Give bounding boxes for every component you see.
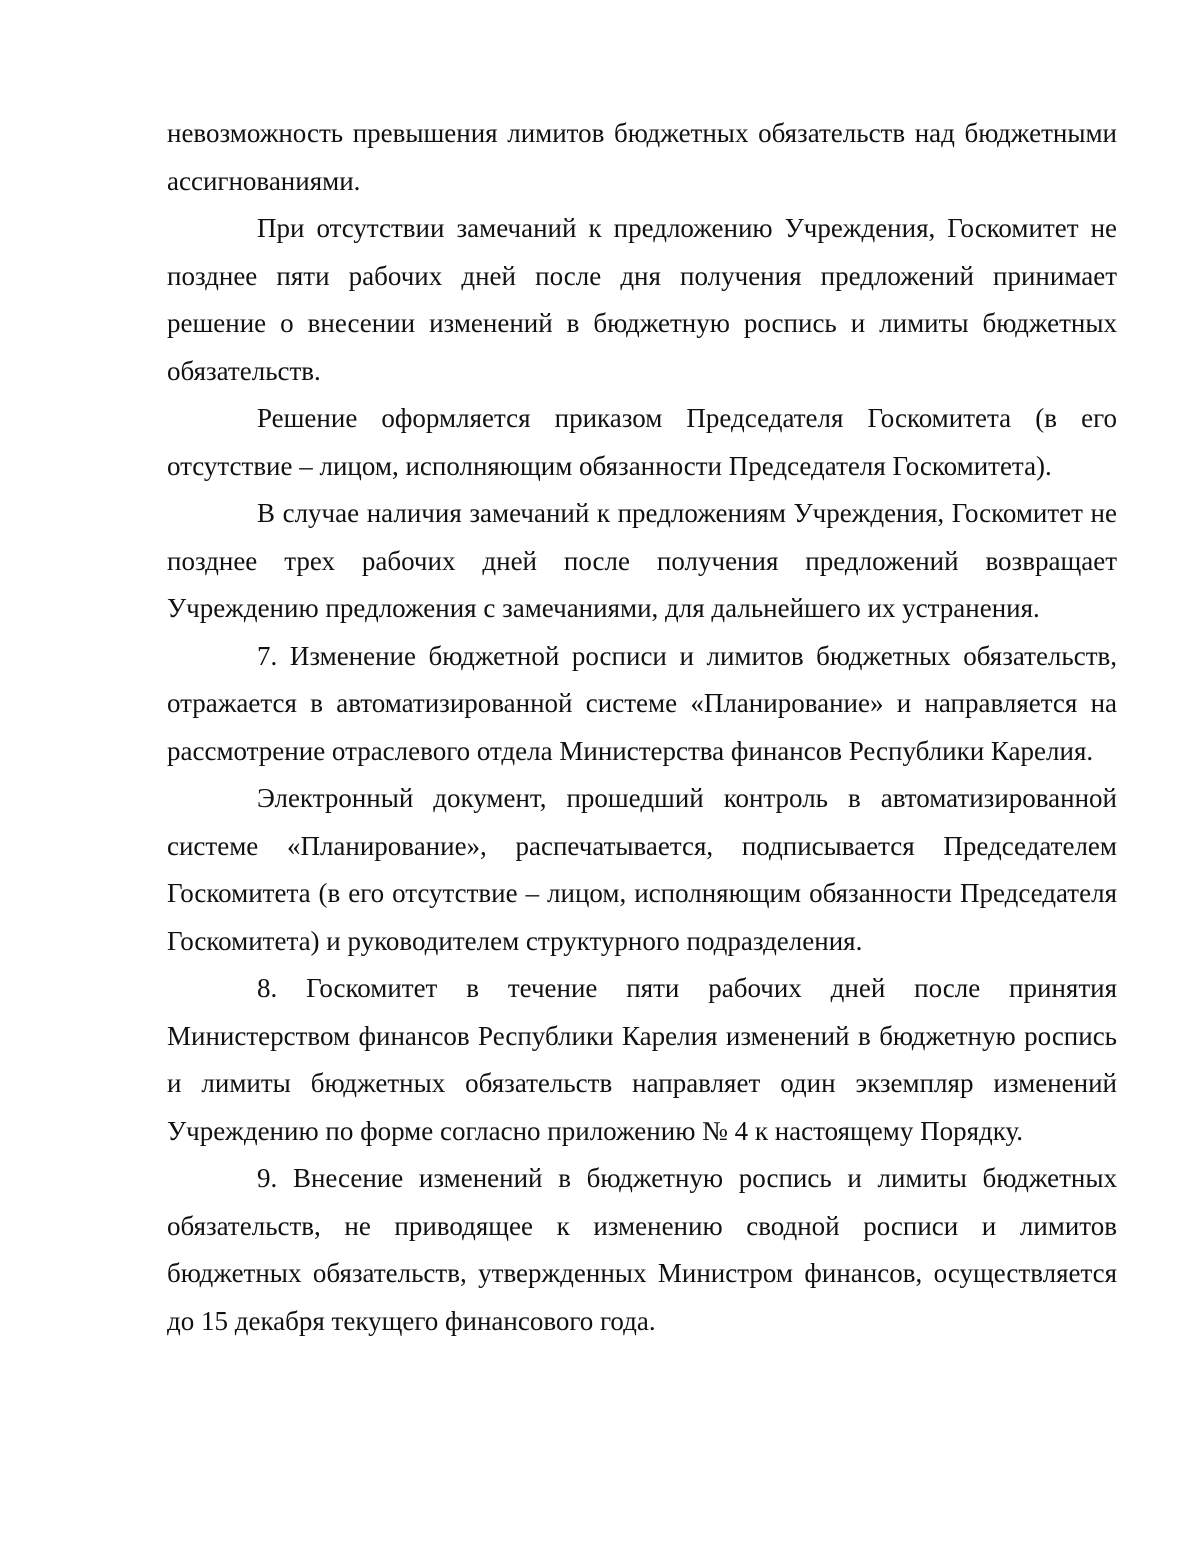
paragraph-item-8: 8. Госкомитет в течение пяти рабочих дней после принятия Министерством финансов Республики Карелия изменений в бюджетную роспись и лимиты бюджетных обязательств направляет один экземпляр изменений Учреждению по форме согласно приложению № 4 к настоящему Порядку. [167, 973, 1117, 1146]
paragraph-remarks-return: В случае наличия замечаний к предложениям Учреждения, Госкомитет не позднее трех рабочих дней после получения предложений возвращает Учреждению предложения с замечаниями, для дальнейшего их устранения. [167, 498, 1117, 623]
paragraph-item-7: 7. Изменение бюджетной росписи и лимитов бюджетных обязательств, отражается в автоматизированной системе «Планирование» и направляется на рассмотрение отраслевого отдела Министерства финансов Республики Карелия. [167, 640, 1117, 766]
paragraph-item-9: 9. Внесение изменений в бюджетную роспись и лимиты бюджетных обязательств, не приводящее к изменению сводной росписи и лимитов бюджетных обязательств, утвержденных Министром финансов, осуществляется до 15 декабря текущего финансового года. [167, 1163, 1117, 1336]
paragraph-decision: Решение оформляется приказом Председателя Госкомитета (в его отсутствие – лицом, исполняющим обязанности Председателя Госкомитета). [167, 403, 1117, 481]
paragraph-electronic-document: Электронный документ, прошедший контроль в автоматизированной системе «Планирование», распечатывается, подписывается Председателем Госкомитета (в его отсутствие – лицом, исполняющим обязанности Председателя Госкомитета) и руководителем структурного подразделения. [167, 783, 1117, 956]
paragraph-continuation: невозможность превышения лимитов бюджетных обязательств над бюджетными ассигнованиями. [167, 118, 1117, 196]
document-body [167, 110, 1117, 1345]
paragraph-no-remarks: При отсутствии замечаний к предложению Учреждения, Госкомитет не позднее пяти рабочих дней после дня получения предложений принимает решение о внесении изменений в бюджетную роспись и лимиты бюджетных обязательств. [167, 213, 1117, 386]
